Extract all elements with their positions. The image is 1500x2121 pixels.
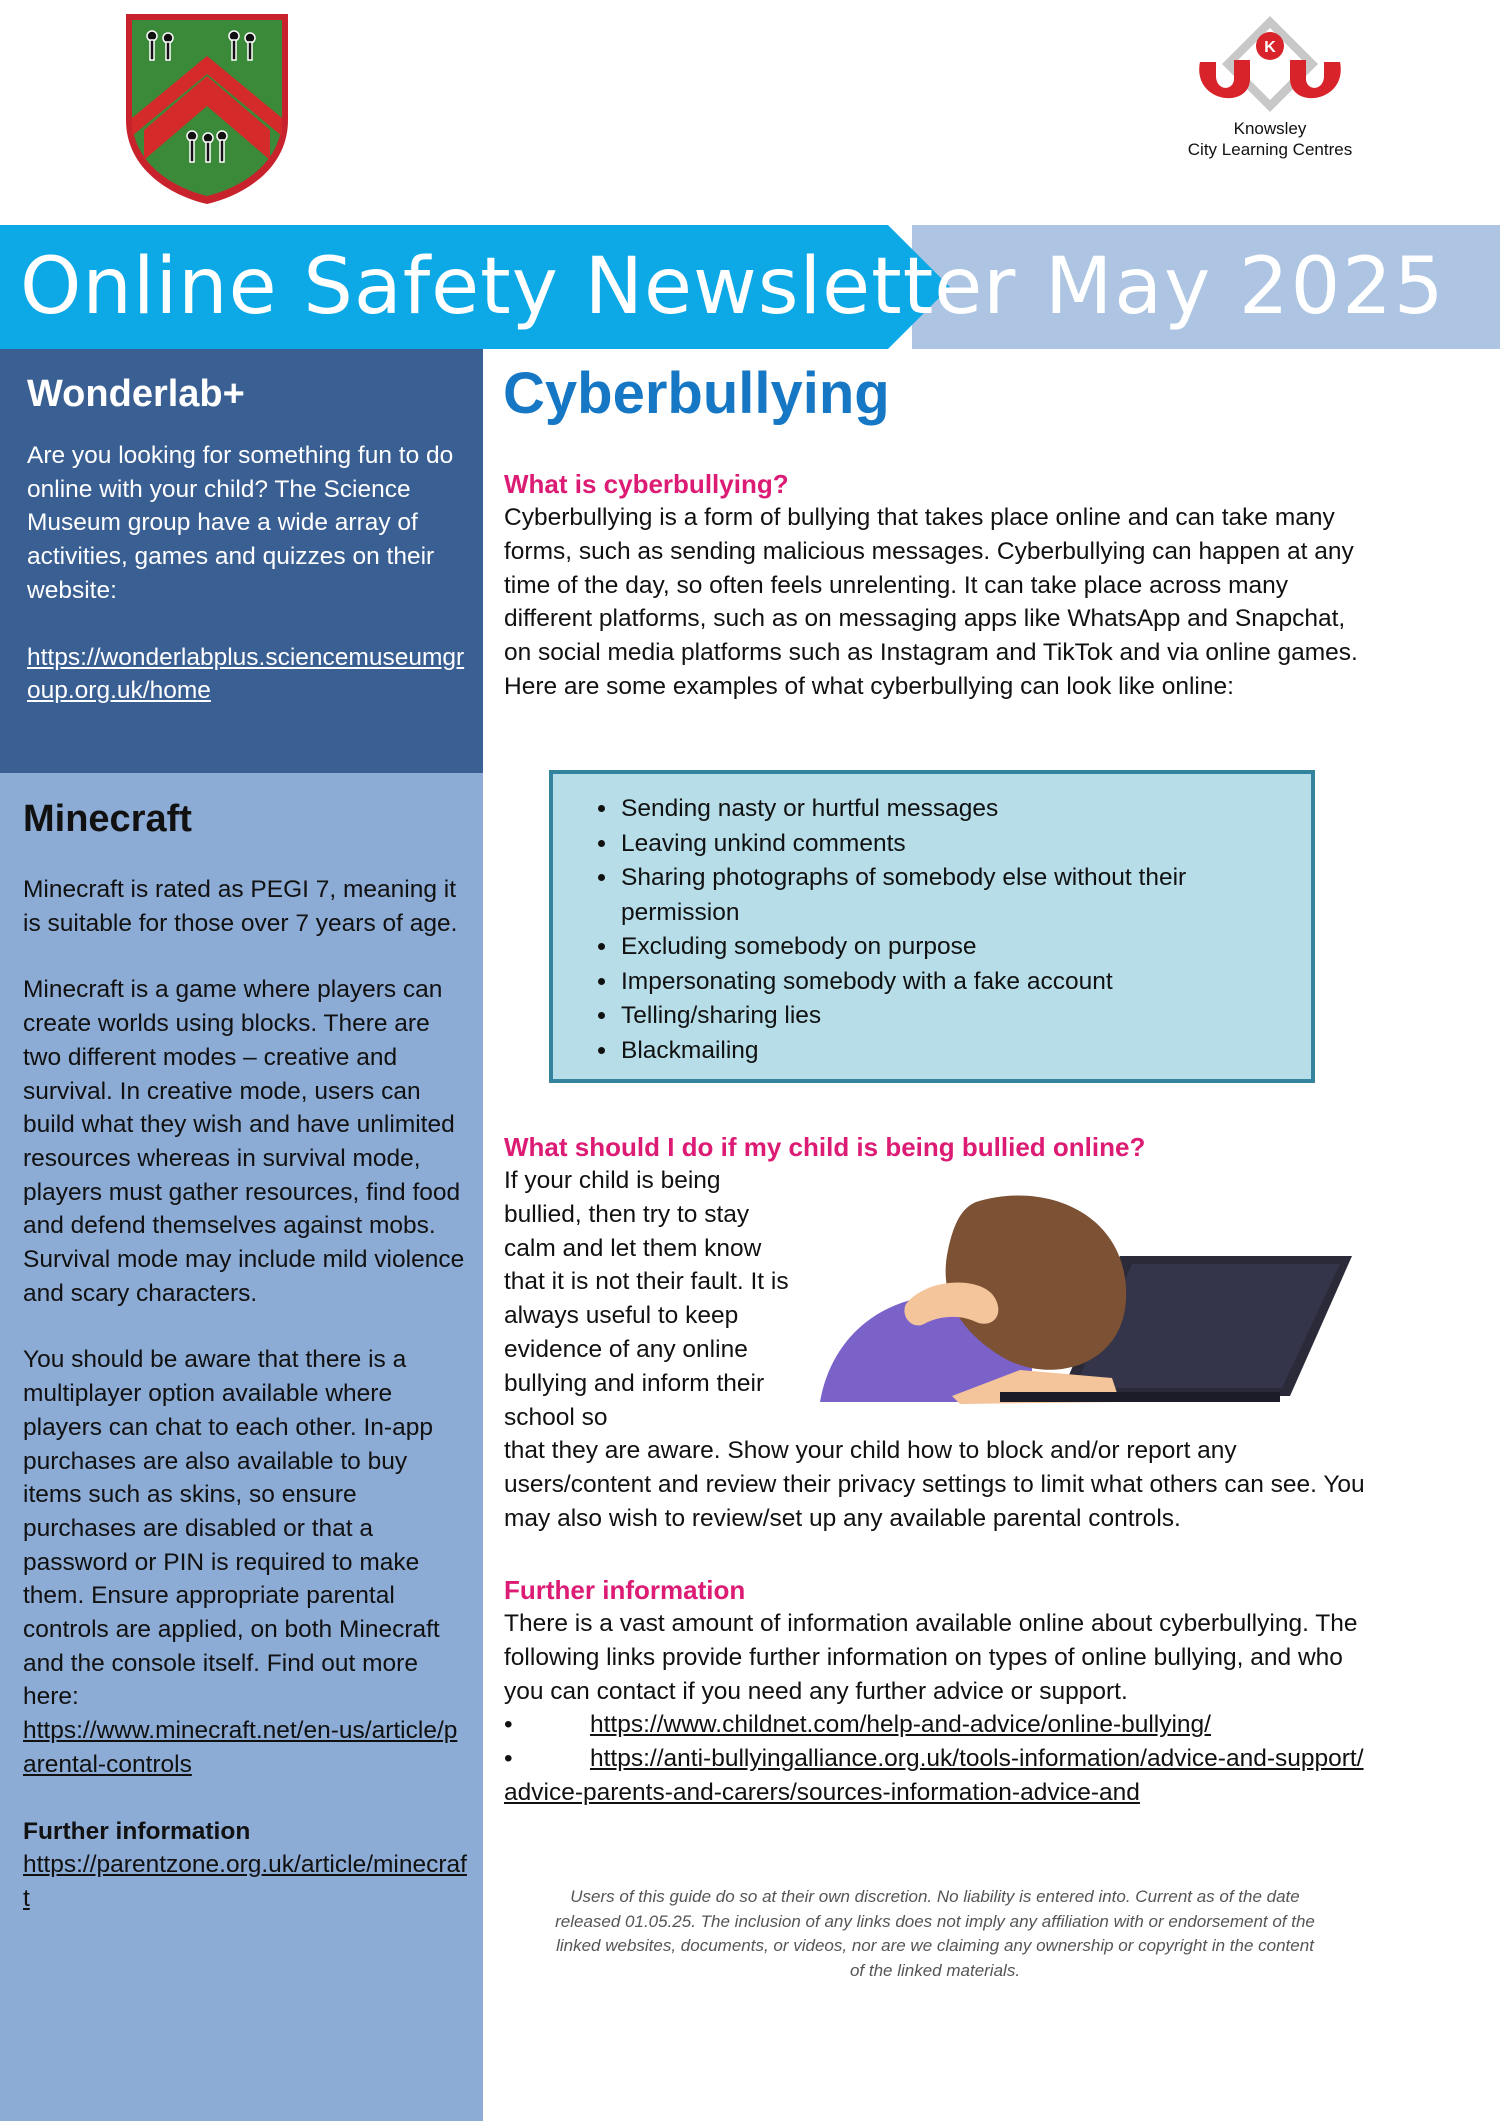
minecraft-further-link[interactable]: https://parentzone.org.uk/article/minecraft [23, 1851, 467, 1912]
svg-text:K: K [1264, 39, 1276, 56]
school-crest-logo [122, 10, 292, 206]
minecraft-section [23, 795, 468, 1916]
examples-box [549, 770, 1315, 1083]
org-name [1150, 118, 1390, 160]
childnet-link[interactable]: https://www.childnet.com/help-and-advice/online-bullying/ [590, 1711, 1211, 1739]
org-name-line1: Knowsley [1233, 119, 1307, 138]
org-name-line2: City Learning Centres [1187, 140, 1353, 159]
further-info-text: There is a vast amount of information available online about cyberbullying. The following links provide further information on types of online bullying, and who you can contact if you need any further advice or support. [504, 1610, 1358, 1705]
list-item: • Sharing photographs of somebody else without their permission [619, 861, 1291, 930]
further-info-heading: Further information [504, 1575, 746, 1605]
newsletter-title: Online Safety Newsletter [20, 242, 1017, 332]
minecraft-modes-text: Minecraft is a game where players can create worlds using blocks. There are two different modes – creative and survival. In creative mode, users can build what they wish and have unlimited resources whereas in survival mode, players must gather resources, find food and defend themselves against mobs. Survival mode may include mild violence and scary characters. [23, 976, 465, 1307]
list-item: • Sending nasty or hurtful messages [619, 792, 1291, 827]
wonderlab-section [27, 370, 467, 708]
knowsley-clc-logo [1170, 10, 1370, 122]
upset-child-illustration [820, 1192, 1360, 1407]
bullied-text-narrow: If your child is being bullied, then try to stay calm and let them know that it is not their fault. It is always useful to keep evidence of any online bullying and inform their school so [504, 1167, 789, 1431]
bullied-text-wide: that they are aware. Show your child how to block and/or report any users/content and review their privacy settings to limit what others can see. You may also wish to review/set up any available parental controls. [504, 1437, 1365, 1532]
further-link-row [504, 1742, 1374, 1810]
list-item: • Excluding somebody on purpose [619, 930, 1291, 965]
what-is-section [504, 467, 1374, 704]
disclaimer: Users of this guide do so at their own discretion. No liability is entered into. Current as of the date released 01.05.25. The inclusion of any links does not imply any affiliation with or endorsement of the linked websites, documents, or videos, nor are we claiming any ownership or copyright in the content of the linked materials. [555, 1887, 1315, 1980]
wonderlab-heading: Wonderlab+ [27, 373, 245, 415]
bullet-icon: • [504, 1745, 513, 1773]
main-title: Cyberbullying [503, 361, 890, 426]
minecraft-further-heading: Further information [23, 1817, 251, 1845]
minecraft-parental-controls-link[interactable]: https://www.minecraft.net/en-us/article/parental-controls [23, 1717, 458, 1778]
what-is-heading: What is cyberbullying? [504, 469, 789, 499]
further-link-row [504, 1708, 1374, 1742]
what-is-text: Cyberbullying is a form of bullying that takes place online and can take many forms, such as sending malicious messages. Cyberbullying can happen at any time of the day, so often feels unrelenting. It can take place across many different platforms, such as on messaging apps like WhatsApp and Snapchat, on social media platforms such as Instagram and TikTok and via online games. Here are some examples of what cyberbullying can look like online: [504, 504, 1358, 700]
bullet-icon: • [504, 1711, 513, 1739]
minecraft-rating-text: Minecraft is rated as PEGI 7, meaning it is suitable for those over 7 years of age. [23, 876, 458, 937]
further-info-section [504, 1573, 1374, 1810]
list-item: • Blackmailing [619, 1034, 1291, 1069]
wonderlab-text: Are you looking for something fun to do online with your child? The Science Museum group have a wide array of activities, games and quizzes on their website: [27, 442, 454, 604]
minecraft-heading: Minecraft [23, 798, 192, 840]
newsletter-date: May 2025 [1045, 242, 1446, 332]
wonderlab-link[interactable]: https://wonderlabplus.sciencemuseumgroup.org.uk/home [27, 643, 465, 705]
list-item: • Leaving unkind comments [619, 827, 1291, 862]
list-item: • Telling/sharing lies [619, 999, 1291, 1034]
list-item: • Impersonating somebody with a fake account [619, 965, 1291, 1000]
examples-list [553, 774, 1311, 1068]
minecraft-multiplayer-text: You should be aware that there is a multiplayer option available where players can chat to each other. In-app purchases are also available to buy items such as skins, so ensure purchases are disabled or that a password or PIN is required to make them. Ensure appropriate parental controls are applied, on both Minecraft and the console itself. Find out more here: [23, 1346, 440, 1711]
anti-bullying-alliance-link[interactable]: https://anti-bullyingalliance.org.uk/tools-information/advice-and-support/advice-parents-and-carers/sources-information-advice-and [504, 1745, 1364, 1806]
bullied-heading: What should I do if my child is being bullied online? [504, 1132, 1146, 1162]
